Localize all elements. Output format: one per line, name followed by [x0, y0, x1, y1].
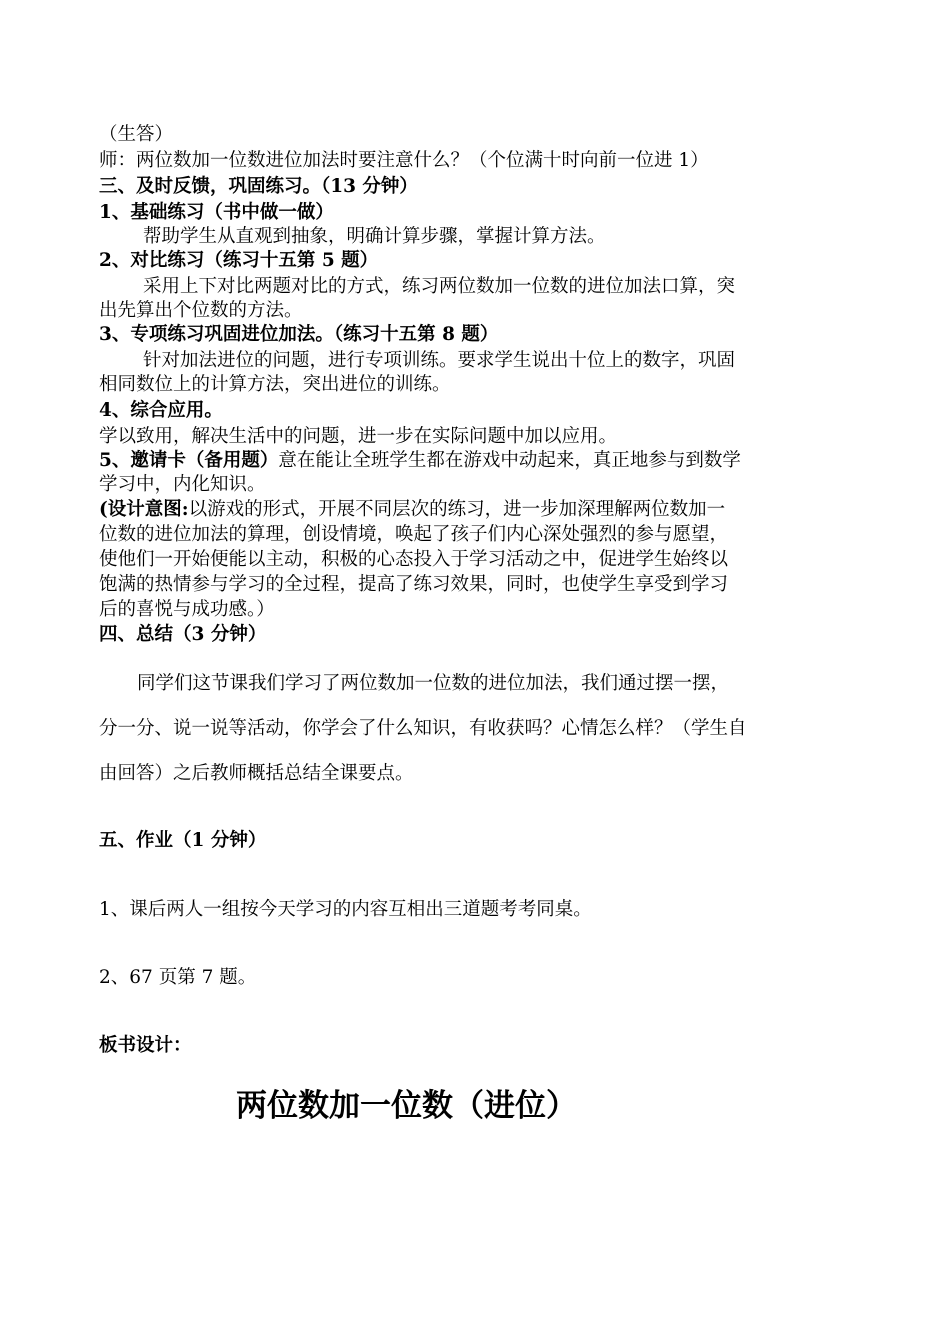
exercise-3-heading: 3、专项练习巩固进位加法。（练习十五第 8 题） — [99, 324, 499, 345]
summary-line-2: 分一分、说一说等活动，你学会了什么知识，有收获吗？心情怎么样？（学生自 — [99, 718, 747, 739]
board-title: 两位数加一位数（进位） — [236, 1088, 577, 1124]
design-intent-line-4: 饱满的热情参与学习的全过程，提高了练习效果，同时，也使学生享受到学习 — [99, 574, 729, 595]
exercise-5-heading: 5、邀请卡（备用题） — [99, 450, 279, 471]
exercise-5-line-2: 学习中，内化知识。 — [99, 474, 266, 495]
summary-line-3: 由回答）之后教师概括总结全课要点。 — [99, 763, 414, 784]
student-answer-line: （生答） — [99, 124, 174, 145]
exercise-2-text-line-1: 采用上下对比两题对比的方式，练习两位数加一位数的进位加法口算，突 — [143, 276, 736, 297]
design-intent-line-2: 位数的进位加法的算理，创设情境，唤起了孩子们内心深处强烈的参与愿望， — [99, 524, 729, 545]
section-3-heading: 三、及时反馈，巩固练习。（13 分钟） — [99, 176, 418, 197]
design-intent-line-1 — [99, 498, 859, 522]
summary-line-1: 同学们这节课我们学习了两位数加一位数的进位加法，我们通过摆一摆， — [137, 673, 730, 694]
exercise-3-text-line-2: 相同数位上的计算方法，突出进位的训练。 — [99, 374, 451, 395]
exercise-4-heading: 4、综合应用。 — [99, 400, 223, 421]
homework-item-2: 2、67 页第 7 题。 — [99, 967, 257, 988]
design-intent-text: 以游戏的形式，开展不同层次的练习，进一步加深理解两位数加一 — [188, 499, 726, 520]
section-5-heading: 五、作业（1 分钟） — [99, 830, 267, 851]
homework-item-1: 1、课后两人一组按今天学习的内容互相出三道题考考同桌。 — [99, 899, 592, 920]
exercise-2-text-line-2: 出先算出个位数的方法。 — [99, 300, 303, 321]
exercise-3-text-line-1: 针对加法进位的问题，进行专项训练。要求学生说出十位上的数字，巩固 — [143, 350, 736, 371]
exercise-2-heading: 2、对比练习（练习十五第 5 题） — [99, 250, 379, 271]
design-intent-line-3: 使他们一开始便能以主动，积极的心态投入于学习活动之中，促进学生始终以 — [99, 549, 729, 570]
section-4-heading: 四、总结（3 分钟） — [99, 624, 267, 645]
exercise-1-heading: 1、基础练习（书中做一做） — [99, 202, 334, 223]
board-design-label: 板书设计： — [99, 1035, 192, 1056]
teacher-question-line: 师：两位数加一位数进位加法时要注意什么？（个位满十时向前一位进 1） — [99, 150, 709, 171]
exercise-5-text: 意在能让全班学生都在游戏中动起来，真正地参与到数学 — [278, 450, 741, 471]
exercise-4-text: 学以致用，解决生活中的问题，进一步在实际问题中加以应用。 — [99, 426, 618, 447]
design-intent-label: (设计意图: — [99, 499, 189, 520]
exercise-1-text: 帮助学生从直观到抽象，明确计算步骤，掌握计算方法。 — [143, 226, 606, 247]
design-intent-line-5: 后的喜悦与成功感。） — [99, 599, 275, 620]
exercise-5-line-1 — [99, 449, 859, 473]
